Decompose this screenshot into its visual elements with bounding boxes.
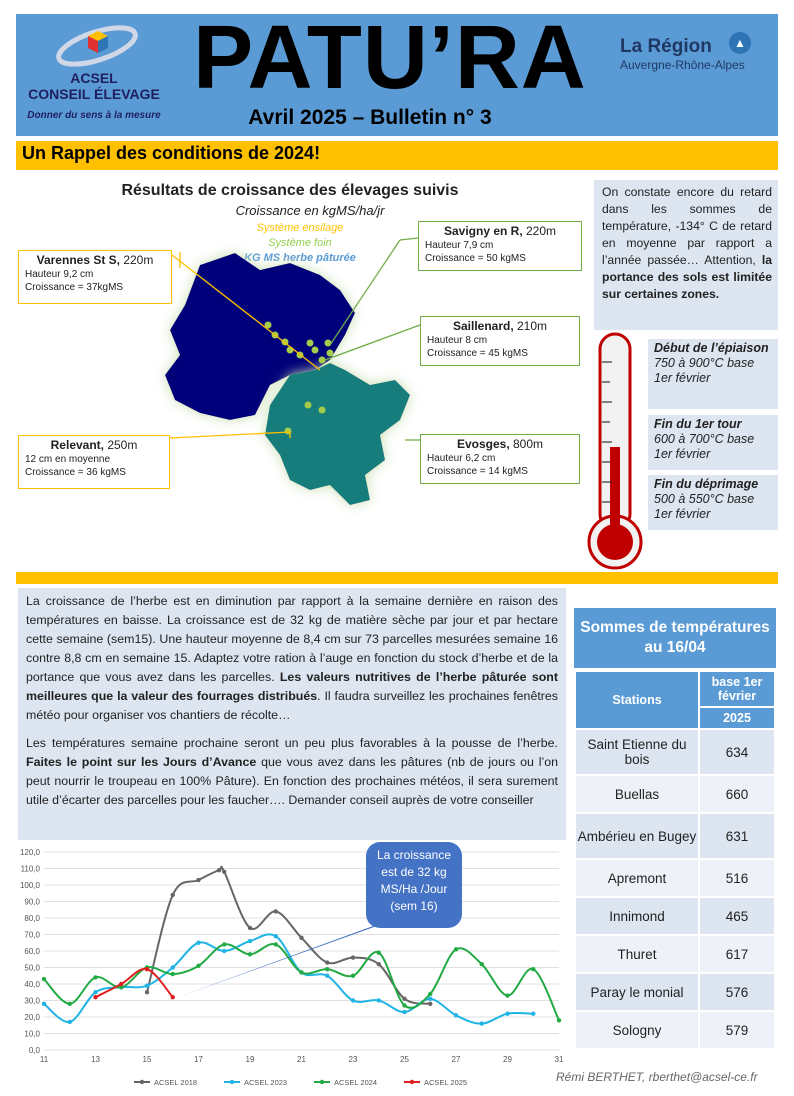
data-point [68, 1002, 72, 1006]
page-title: PATU’RA [193, 8, 587, 108]
thermo-range: 600 à 700°C base [654, 432, 755, 446]
thermo-range: 750 à 900°C base [654, 356, 755, 370]
data-point [93, 995, 97, 999]
data-point [222, 942, 226, 946]
data-point [428, 997, 432, 1001]
legend-foin: Système foin [268, 237, 332, 249]
temperature-table [574, 670, 776, 1050]
station-growth: Croissance = 36 kgMS [25, 467, 126, 478]
bulletin-subtitle: Avril 2025 – Bulletin n° 3 [248, 106, 492, 129]
section-divider [16, 572, 778, 584]
y-tick-label: 30,0 [24, 996, 40, 1006]
data-point [377, 950, 381, 954]
para2-text: Les températures semaine prochaine seront un peu plus favorables à la pousse de l’herbe. [26, 736, 558, 750]
data-point [299, 970, 303, 974]
value-cell: 465 [699, 897, 775, 935]
x-tick-label: 19 [245, 1055, 255, 1064]
col-base: base 1er février [699, 671, 775, 707]
data-point [351, 998, 355, 1002]
table-row [575, 859, 775, 897]
series-line-3 [96, 969, 173, 997]
station-cell: Paray le monial [575, 973, 699, 1011]
y-tick-label: 80,0 [24, 914, 40, 923]
temperature-note [594, 180, 778, 330]
col-year: 2025 [699, 707, 775, 729]
data-point [325, 967, 329, 971]
legend-marker [320, 1080, 324, 1084]
station-altitude: 210m [513, 319, 548, 333]
station-altitude: 800m [509, 437, 544, 451]
banner-text: Un Rappel des conditions de 2024! [22, 143, 321, 163]
legend-label: ACSEL 2018 [154, 1078, 198, 1087]
data-point [93, 990, 97, 994]
station-height: 12 cm en moyenne [25, 454, 111, 465]
table-row [575, 775, 775, 813]
station-box-varennes [18, 250, 172, 304]
y-tick-label: 100,0 [19, 881, 40, 890]
data-point [196, 878, 200, 882]
data-point [171, 893, 175, 897]
y-tick-label: 120,0 [19, 848, 40, 857]
station-height: Hauteur 7,9 cm [425, 240, 494, 251]
legend-marker [410, 1080, 414, 1084]
legend-label: ACSEL 2024 [334, 1078, 378, 1087]
data-point [42, 977, 46, 981]
station-cell: Saint Etienne du bois [575, 729, 699, 775]
value-cell: 579 [699, 1011, 775, 1049]
logo-name: ACSEL [70, 70, 118, 86]
data-point [377, 998, 381, 1002]
growth-commentary [18, 588, 566, 840]
data-point [480, 1021, 484, 1025]
data-point [68, 1020, 72, 1024]
station-cell: Sologny [575, 1011, 699, 1049]
x-tick-label: 17 [194, 1055, 203, 1064]
value-cell: 660 [699, 775, 775, 813]
station-growth: Croissance = 50 kgMS [425, 253, 526, 264]
table-row [575, 729, 775, 775]
note-text: On constate encore du retard dans les sommes de température, -134° C de retard en moyenne par rapport a l’année passée… Attention, [602, 185, 772, 267]
data-point [274, 909, 278, 913]
y-tick-label: 70,0 [24, 930, 40, 940]
data-point [428, 1002, 432, 1006]
data-point [505, 993, 509, 997]
x-tick-label: 25 [400, 1055, 409, 1064]
table-row [575, 973, 775, 1011]
data-point [428, 992, 432, 996]
station-height: Hauteur 6,2 cm [427, 453, 496, 464]
station-box-savigny [418, 221, 582, 271]
thermo-range: 500 à 550°C base [654, 492, 755, 506]
y-tick-label: 40,0 [24, 980, 40, 989]
table-title: Sommes de températures au 16/04 [574, 608, 776, 668]
station-cell: Ambérieu en Bugey [575, 813, 699, 859]
table-row [575, 1011, 775, 1049]
data-point [222, 949, 226, 953]
legend-kgms: KG MS herbe pâturée [244, 252, 356, 264]
data-point [171, 965, 175, 969]
station-name: Relevant, [50, 438, 104, 452]
logo-tagline: Donner du sens à la mesure [27, 110, 161, 121]
map-subtitle: Croissance en kgMS/ha/jr [235, 203, 385, 218]
data-point [171, 995, 175, 999]
para1-bold: Les valeurs nutritives de l’herbe pâturée sont meilleures que la valeur des fourrages distribués [26, 670, 558, 703]
y-tick-label: 10,0 [24, 1029, 40, 1039]
x-tick-label: 21 [297, 1055, 306, 1064]
data-point [325, 974, 329, 978]
para1-end: . Il faudra surveillez les prochaines fenêtres météo pour organiser vos chantiers de récolte… [26, 689, 558, 722]
para2-end: que vous avez dans les pâtures (nb de jours ou l’on peut nourrir le troupeau en 100% Pâture). En fonction des prochaines météos, il sera surement utile d’écarter des parcelles pour les faucher…. Demander conseil auprès de votre conseiller [26, 755, 558, 807]
legend-marker [230, 1080, 234, 1084]
data-point [145, 983, 149, 987]
value-cell: 617 [699, 935, 775, 973]
y-tick-label: 110,0 [20, 864, 40, 874]
table-row [575, 897, 775, 935]
legend-label: ACSEL 2025 [424, 1078, 468, 1087]
y-tick-label: 60,0 [24, 947, 40, 956]
legend-marker [140, 1080, 144, 1084]
legend-ensilage: Système ensilage [256, 222, 344, 234]
thermo-label-deprimage [648, 475, 778, 530]
station-height: Hauteur 9,2 cm [25, 269, 94, 280]
data-point [505, 1012, 509, 1016]
station-growth: Croissance = 14 kgMS [427, 466, 528, 477]
data-point [402, 1003, 406, 1007]
station-name: Varennes St S, [36, 253, 120, 267]
data-point [217, 868, 221, 872]
legend-label: ACSEL 2023 [244, 1078, 288, 1087]
data-point [351, 974, 355, 978]
y-tick-label: 0,0 [28, 1046, 40, 1055]
note-bold: la portance des sols est limitée sur certaines zones. [602, 253, 772, 301]
table-row [575, 813, 775, 859]
region-sub: Auvergne-Rhône-Alpes [620, 58, 745, 72]
station-name: Savigny en R, [443, 224, 523, 238]
thermo-base: 1er février [654, 371, 711, 385]
thermo-title: Fin du déprimage [654, 477, 759, 491]
station-cell: Innimond [575, 897, 699, 935]
thermo-label-premier-tour [648, 415, 778, 470]
value-cell: 576 [699, 973, 775, 1011]
growth-chart [14, 842, 574, 1092]
data-point [196, 964, 200, 968]
para1-text: La croissance de l’herbe est en diminution par rapport à la semaine dernière en raison des températures en baisse. La croissance est de 32 kg de matière sèche par jour et par hectare cette semaine (sem15). Une hauteur moyenne de 8,4 cm sur 73 parcelles mesurées semaine 16 contre 8,8 cm en semaine 15. Adaptez votre ration à l’auge en fonction du stock d’herbe et de la portance que vous avez dans les parcelles. [26, 594, 558, 684]
data-point [531, 967, 535, 971]
data-point [42, 1002, 46, 1006]
x-tick-label: 11 [39, 1055, 49, 1064]
data-point [325, 960, 329, 964]
station-box-evosges [420, 434, 580, 484]
x-tick-label: 29 [503, 1055, 512, 1064]
station-altitude: 220m [120, 253, 154, 267]
data-point [557, 1018, 561, 1022]
x-tick-label: 27 [451, 1055, 461, 1064]
x-tick-label: 23 [348, 1055, 358, 1064]
data-point [248, 939, 252, 943]
data-point [351, 955, 355, 959]
thermo-base: 1er février [654, 507, 711, 521]
x-tick-label: 15 [142, 1055, 152, 1064]
region-name: La Région [620, 36, 712, 57]
data-point [480, 962, 484, 966]
thermo-title: Début de l’épiaison [654, 341, 769, 355]
map-title: Résultats de croissance des élevages suivis [121, 182, 459, 199]
data-point [248, 926, 252, 930]
station-cell: Thuret [575, 935, 699, 973]
signature: Rémi BERTHET, rberthet@acsel-ce.fr [556, 1070, 758, 1084]
station-cell: Apremont [575, 859, 699, 897]
x-tick-label: 13 [91, 1055, 100, 1064]
table-row [575, 935, 775, 973]
station-name: Saillenard, [452, 319, 514, 333]
data-point [377, 962, 381, 966]
col-stations: Stations [575, 671, 699, 729]
y-tick-label: 90,0 [24, 897, 40, 907]
data-point [145, 990, 149, 994]
value-cell: 634 [699, 729, 775, 775]
station-box-saillenard [420, 316, 580, 366]
station-height: Hauteur 8 cm [427, 335, 488, 346]
station-growth: Croissance = 45 kgMS [427, 348, 528, 359]
para2-bold: Faites le point sur les Jours d’Avance [26, 755, 257, 769]
thermometer-icon [582, 332, 650, 572]
data-point [222, 870, 226, 874]
data-point [274, 934, 278, 938]
y-tick-label: 20,0 [24, 1013, 40, 1022]
data-point [248, 952, 252, 956]
data-point [402, 997, 406, 1001]
data-point [119, 982, 123, 986]
data-point [402, 1010, 406, 1014]
data-point [145, 967, 149, 971]
station-name: Evosges, [456, 437, 510, 451]
station-growth: Croissance = 37kgMS [25, 282, 124, 293]
data-point [274, 942, 278, 946]
data-point [93, 975, 97, 979]
thermo-base: 1er février [654, 447, 711, 461]
data-point [171, 972, 175, 976]
data-point [299, 936, 303, 940]
thermo-label-epiaison [648, 339, 778, 409]
station-altitude: 250m [104, 438, 138, 452]
y-tick-label: 50,0 [24, 963, 40, 973]
thermo-title: Fin du 1er tour [654, 417, 742, 431]
station-cell: Buellas [575, 775, 699, 813]
region-logo-icon: ▲ [729, 32, 751, 54]
logo-name-2: CONSEIL ÉLEVAGE [28, 86, 160, 102]
data-point [454, 1013, 458, 1017]
value-cell: 516 [699, 859, 775, 897]
station-box-relevant [18, 435, 170, 489]
data-point [196, 941, 200, 945]
value-cell: 631 [699, 813, 775, 859]
callout-text: La croissance est de 32 kg MS/Ha /Jour (sem 16) [376, 848, 452, 913]
x-tick-label: 31 [554, 1055, 564, 1064]
station-altitude: 220m [522, 224, 557, 238]
data-point [531, 1012, 535, 1016]
data-point [454, 947, 458, 951]
